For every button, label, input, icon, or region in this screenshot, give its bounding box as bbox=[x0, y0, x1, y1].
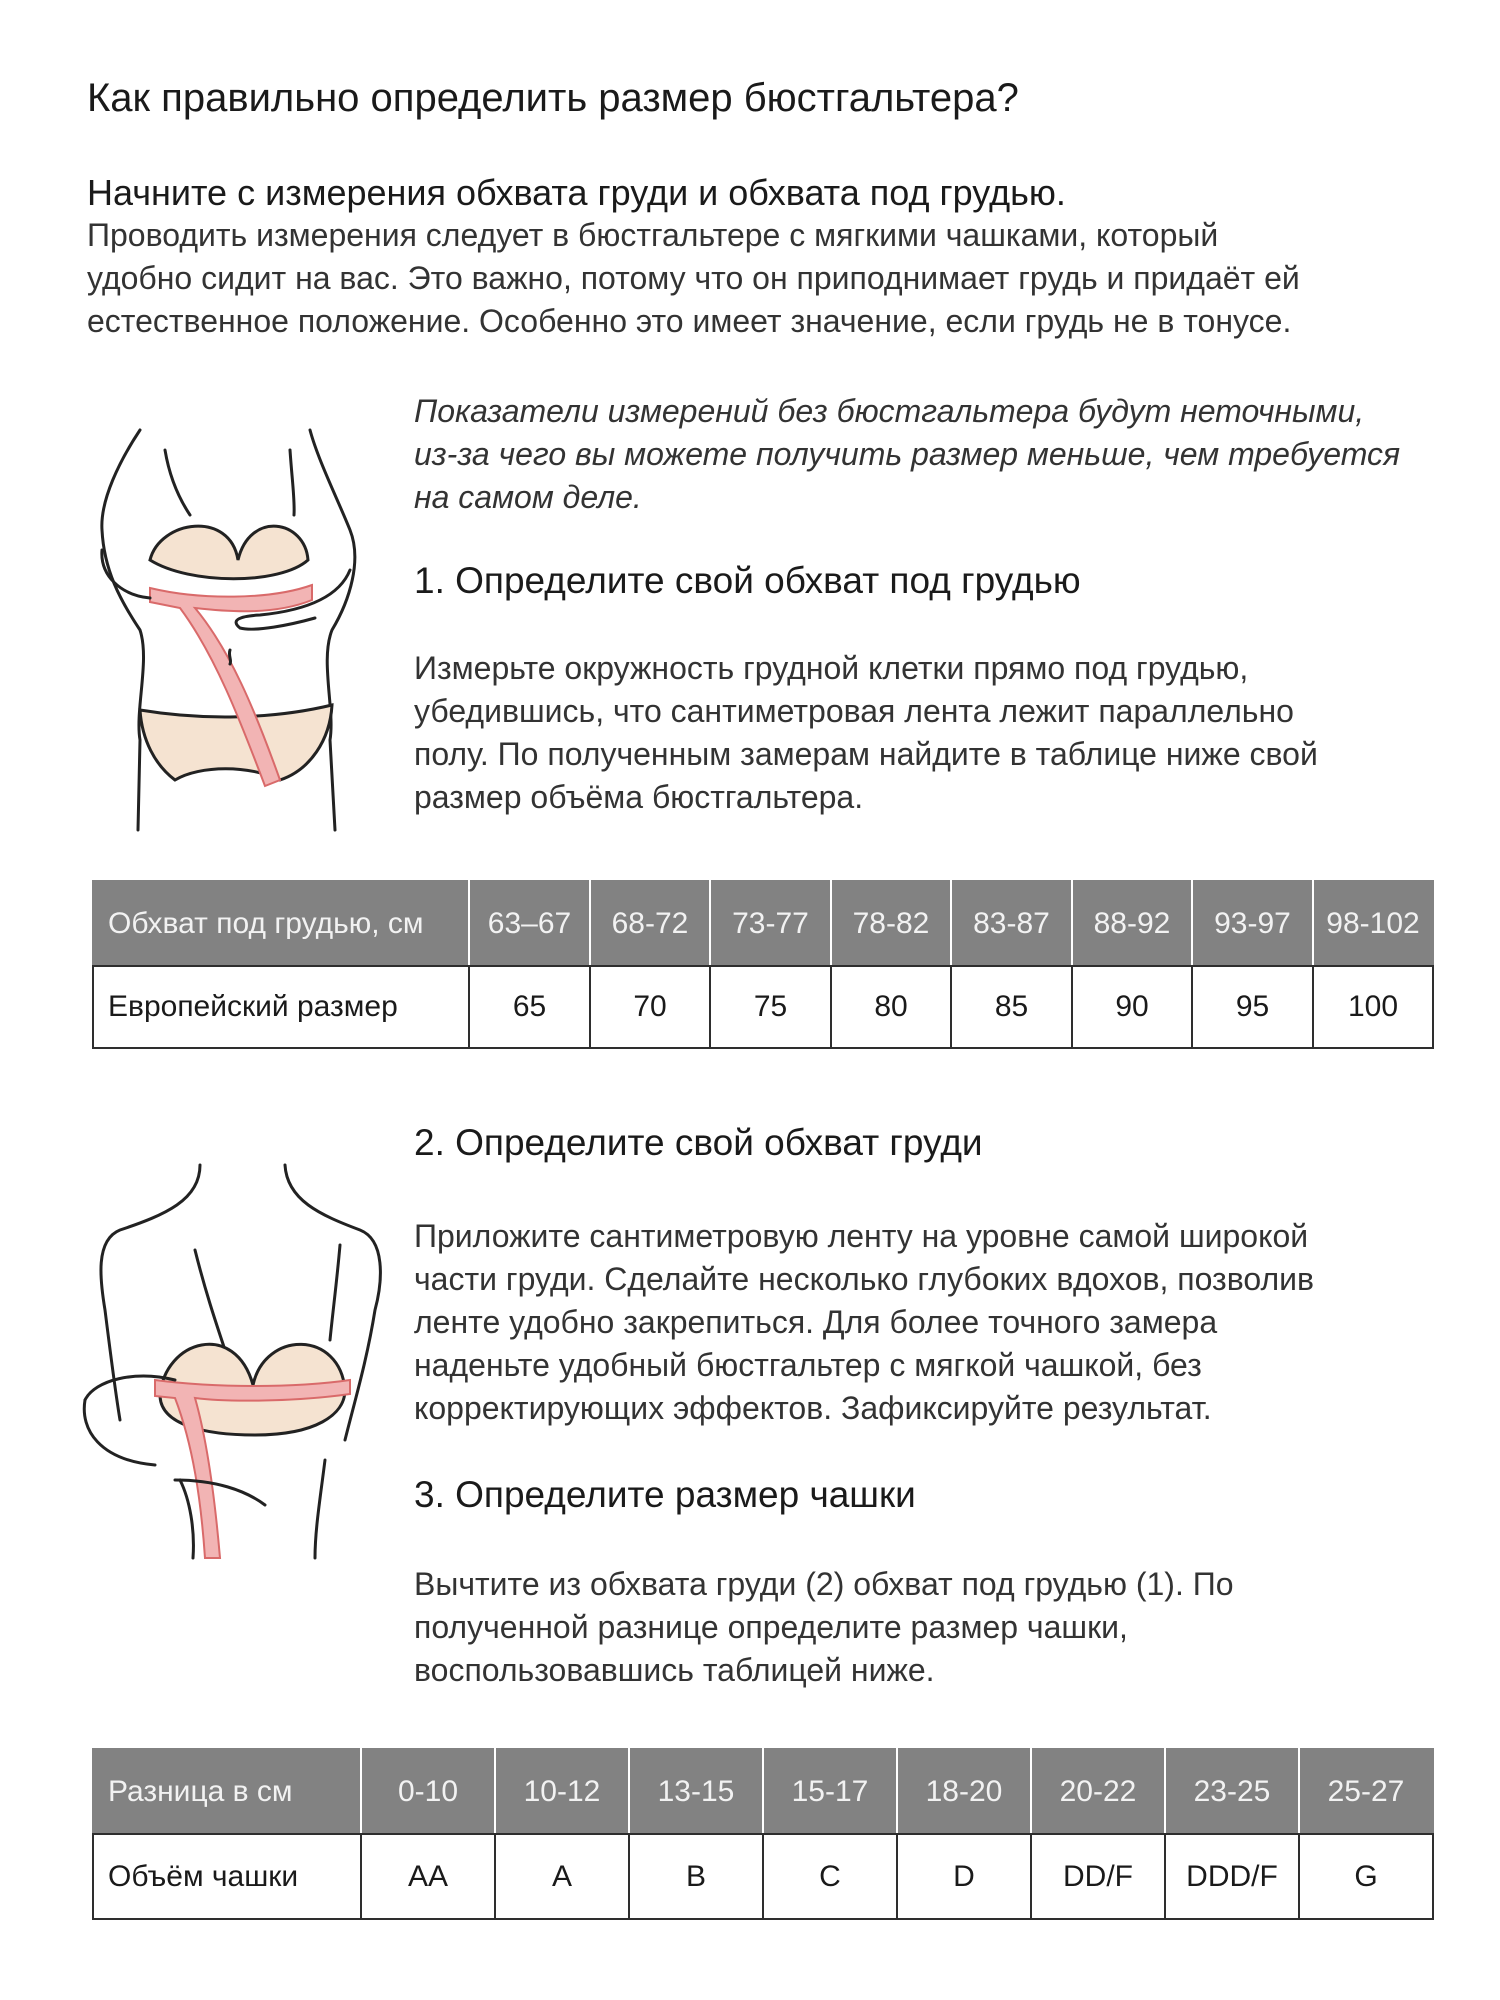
underbust-illustration bbox=[80, 420, 360, 840]
range-cell: 63–67 bbox=[469, 881, 590, 966]
step2-line: ленте удобно закрепиться. Для более точного замера bbox=[414, 1304, 1218, 1340]
row-label: Европейский размер bbox=[93, 966, 469, 1048]
range-cell: 93-97 bbox=[1192, 881, 1313, 966]
range-cell: 73-77 bbox=[710, 881, 831, 966]
range-cell: 23-25 bbox=[1165, 1749, 1299, 1834]
step1-line: Измерьте окружность грудной клетки прямо под грудью, bbox=[414, 650, 1249, 686]
cup-cell: C bbox=[763, 1834, 897, 1919]
panties-shape bbox=[140, 705, 332, 780]
range-cell: 18-20 bbox=[897, 1749, 1031, 1834]
table-row bbox=[93, 1834, 1433, 1919]
cup-cell: AA bbox=[361, 1834, 495, 1919]
bra-shape bbox=[150, 526, 308, 579]
cup-cell: A bbox=[495, 1834, 629, 1919]
intro-paragraph bbox=[87, 214, 1447, 343]
note-line: Показатели измерений без бюстгальтера будут неточными, bbox=[414, 393, 1365, 429]
section-subtitle: Начните с измерения обхвата груди и обхвата под грудью. bbox=[87, 172, 1066, 213]
step2-line: корректирующих эффектов. Зафиксируйте результат. bbox=[414, 1390, 1212, 1426]
size-cell: 90 bbox=[1072, 966, 1192, 1048]
size-cell: 80 bbox=[831, 966, 951, 1048]
intro-line: естественное положение. Особенно это имеет значение, если грудь не в тонусе. bbox=[87, 303, 1292, 339]
step2-paragraph bbox=[414, 1215, 1314, 1430]
step3-paragraph bbox=[414, 1563, 1234, 1692]
italic-note bbox=[414, 390, 1400, 519]
range-cell: 83-87 bbox=[951, 881, 1072, 966]
bust-illustration bbox=[75, 1160, 395, 1560]
step1-line: полу. По полученным замерам найдите в таблице ниже свой bbox=[414, 736, 1318, 772]
step2-line: части груди. Сделайте несколько глубоких вдохов, позволив bbox=[414, 1261, 1314, 1297]
step2-line: наденьте удобный бюстгальтер с мягкой чашкой, без bbox=[414, 1347, 1202, 1383]
range-cell: 0-10 bbox=[361, 1749, 495, 1834]
size-cell: 75 bbox=[710, 966, 831, 1048]
range-cell: 10-12 bbox=[495, 1749, 629, 1834]
range-cell: 25-27 bbox=[1299, 1749, 1433, 1834]
page-title: Как правильно определить размер бюстгальтера? bbox=[87, 76, 1019, 120]
table-row bbox=[93, 1749, 1433, 1834]
size-cell: 65 bbox=[469, 966, 590, 1048]
size-cell: 100 bbox=[1313, 966, 1433, 1048]
range-cell: 78-82 bbox=[831, 881, 951, 966]
step1-heading: 1. Определите свой обхват под грудью bbox=[414, 560, 1081, 601]
table-row bbox=[93, 966, 1433, 1048]
cup-cell: DDD/F bbox=[1165, 1834, 1299, 1919]
step3-line: воспользовавшись таблицей ниже. bbox=[414, 1652, 935, 1688]
row-label: Объём чашки bbox=[93, 1834, 361, 1919]
step3-line: полученной разнице определите размер чашки, bbox=[414, 1609, 1128, 1645]
range-cell: 15-17 bbox=[763, 1749, 897, 1834]
underbust-size-table bbox=[92, 880, 1434, 1049]
step1-line: размер объёма бюстгальтера. bbox=[414, 779, 864, 815]
intro-line: удобно сидит на вас. Это важно, потому что он приподнимает грудь и придаёт ей bbox=[87, 260, 1300, 296]
header-label: Обхват под грудью, см bbox=[93, 881, 469, 966]
range-cell: 13-15 bbox=[629, 1749, 763, 1834]
cup-cell: G bbox=[1299, 1834, 1433, 1919]
note-line: на самом деле. bbox=[414, 479, 642, 515]
size-cell: 95 bbox=[1192, 966, 1313, 1048]
size-cell: 70 bbox=[590, 966, 710, 1048]
cup-cell: D bbox=[897, 1834, 1031, 1919]
note-line: из-за чего вы можете получить размер меньше, чем требуется bbox=[414, 436, 1401, 472]
header-label: Разница в см bbox=[93, 1749, 361, 1834]
step1-line: убедившись, что сантиметровая лента лежит параллельно bbox=[414, 693, 1294, 729]
cup-size-table bbox=[92, 1748, 1434, 1920]
table-row bbox=[93, 881, 1433, 966]
size-cell: 85 bbox=[951, 966, 1072, 1048]
step2-line: Приложите сантиметровую ленту на уровне самой широкой bbox=[414, 1218, 1309, 1254]
step3-line: Вычтите из обхвата груди (2) обхват под грудью (1). По bbox=[414, 1566, 1234, 1602]
step3-heading: 3. Определите размер чашки bbox=[414, 1474, 916, 1515]
range-cell: 68-72 bbox=[590, 881, 710, 966]
range-cell: 88-92 bbox=[1072, 881, 1192, 966]
intro-line: Проводить измерения следует в бюстгальтере с мягкими чашками, который bbox=[87, 217, 1219, 253]
range-cell: 20-22 bbox=[1031, 1749, 1165, 1834]
cup-cell: B bbox=[629, 1834, 763, 1919]
range-cell: 98-102 bbox=[1313, 881, 1433, 966]
step2-heading: 2. Определите свой обхват груди bbox=[414, 1122, 983, 1163]
cup-cell: DD/F bbox=[1031, 1834, 1165, 1919]
step1-paragraph bbox=[414, 647, 1318, 819]
